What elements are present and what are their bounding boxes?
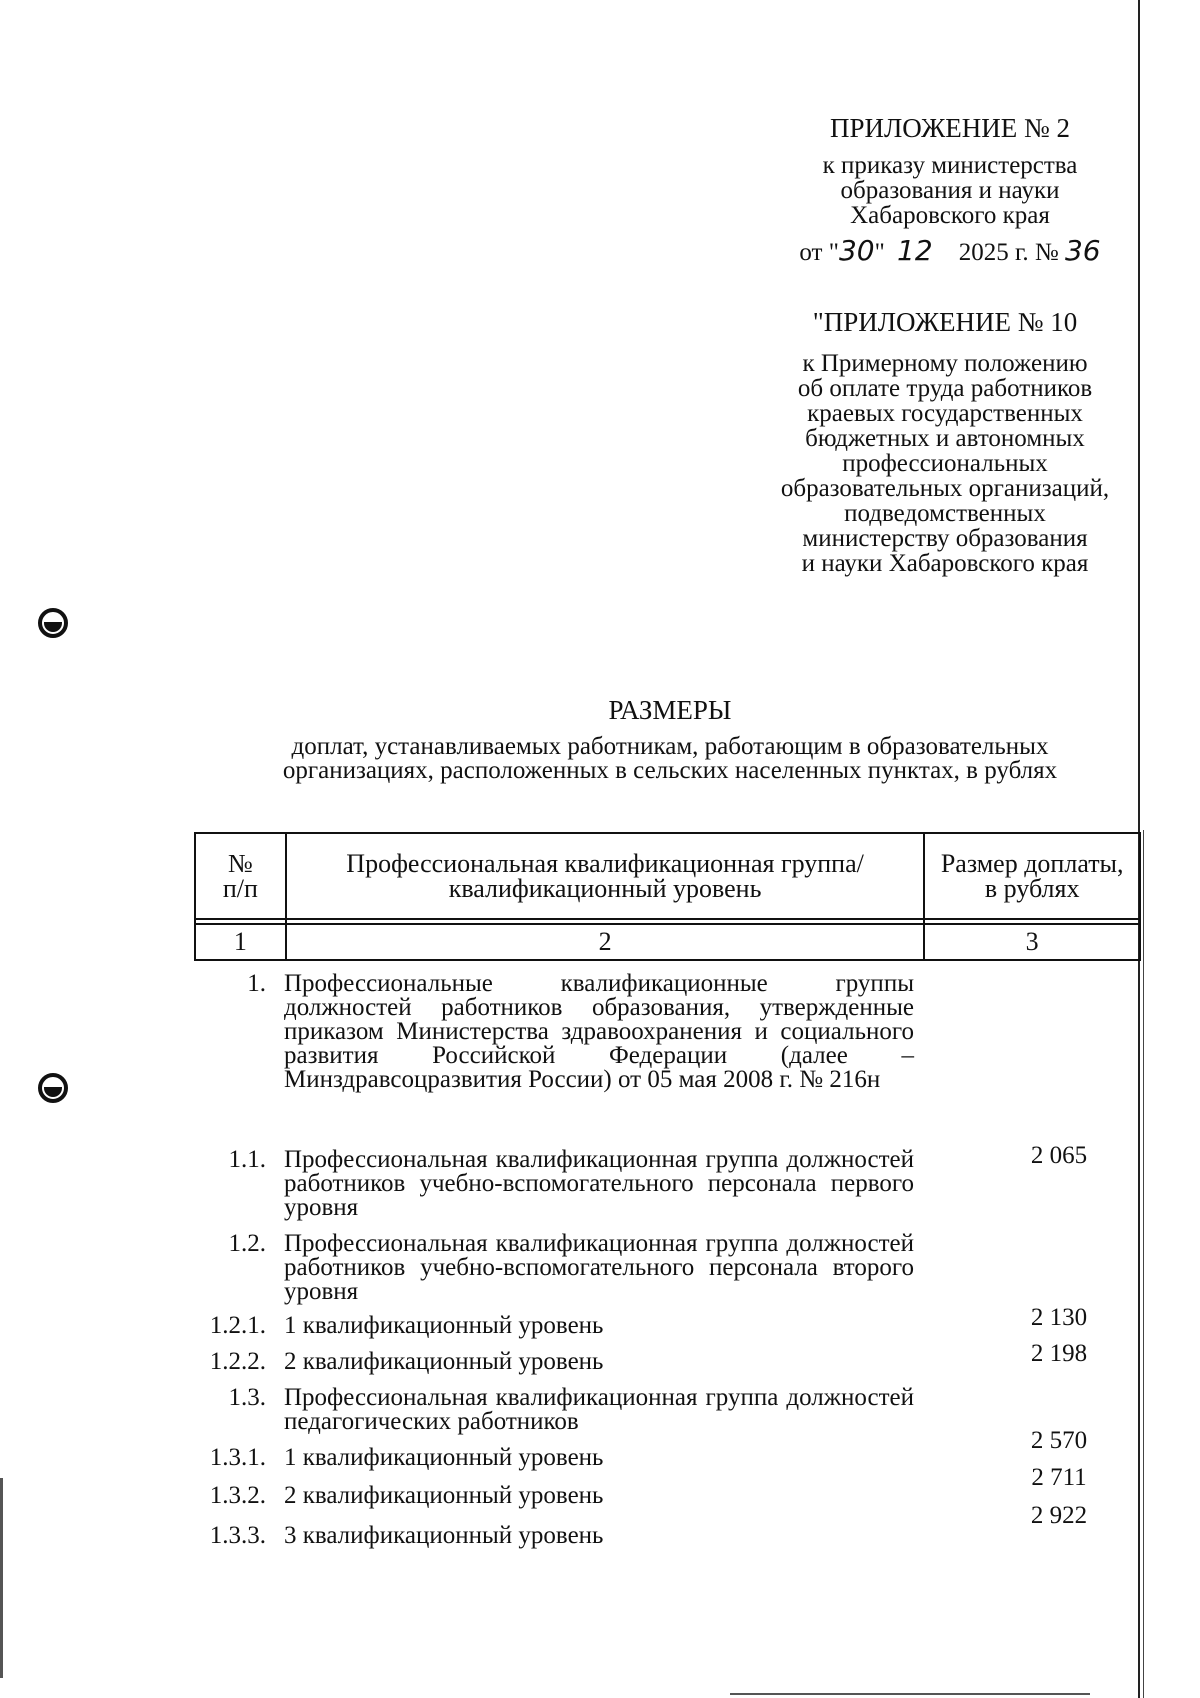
table-row [194,1427,1088,1484]
scan-border-line-inner [1143,830,1144,1698]
row-number: 1.2.1. [209,1312,266,1339]
scan-bottom-mark [730,1693,1090,1695]
row-number: 1.3.1. [209,1444,266,1471]
punch-hole-bottom [38,1073,68,1103]
date-prefix: от " [799,239,839,266]
sub-appendix-title: "ПРИЛОЖЕНИЕ № 10 [812,307,1078,337]
row-name: 2 квалификационный уровень [284,1348,604,1375]
column-number-1: 1 [195,924,286,960]
document-title: РАЗМЕРЫ [608,695,732,725]
document-subtitle [200,735,1140,783]
table-row [194,972,1074,1148]
column-header-number: № п/п [195,833,286,919]
row-name: Профессиональная квалификационная группа должностей педагогических работников [284,1384,914,1435]
row-value: 2 922 [1030,1502,1088,1529]
row-value: 2 570 [1030,1427,1088,1454]
row-value: 2 198 [1030,1340,1088,1367]
sub-appendix-line-2: об оплате труда работников [797,375,1093,402]
sub-appendix-line-9: и науки Хабаровского края [801,550,1089,577]
sub-appendix-line-1: к Примерному положению [802,350,1088,377]
row-number: 1. [247,970,266,997]
sub-appendix-line-8: министерству образования [802,525,1088,552]
order-date-line [770,234,1130,267]
sub-appendix-line-6: образовательных организаций, [780,475,1110,502]
table-row [194,1340,1088,1386]
date-year: 2025 г. № [958,239,1059,266]
table-row [194,1232,1074,1314]
appendix-line-1: к приказу министерства [822,152,1078,179]
row-name: 3 квалификационный уровень [284,1522,604,1549]
date-month-handwritten: 12 [897,234,933,267]
date-day-handwritten: 30 [838,234,875,267]
row-number: 1.3. [228,1384,266,1411]
table-header [194,832,1141,961]
row-name: Профессиональная квалификационная группа должностей работников учебно-вспомогательного персонала первого уровня [284,1146,914,1221]
row-value: 2 065 [1030,1142,1088,1169]
row-name: 2 квалификационный уровень [284,1482,604,1509]
subtitle-line-1: доплат, устанавливаемых работникам, работающим в образовательных [291,733,1049,760]
column-header-row [195,833,1140,919]
table-row [194,1502,1088,1564]
row-number: 1.2.2. [209,1348,266,1375]
row-number: 1.3.2. [209,1482,266,1509]
row-value: 2 711 [1031,1464,1087,1491]
row-name: Профессиональная квалификационная группа должностей работников учебно-вспомогательного персонала второго уровня [284,1230,914,1305]
appendix-line-3: Хабаровского края [850,202,1050,229]
row-number: 1.3.3. [209,1522,266,1549]
order-number-handwritten: 36 [1064,234,1101,267]
appendix-title: ПРИЛОЖЕНИЕ № 2 [829,113,1071,143]
table-row [194,1142,1088,1232]
table-row [194,1304,1088,1350]
table-body [194,970,1088,1564]
sub-appendix-line-3: краевых государственных [807,400,1083,427]
sub-appendix-line-5: профессиональных [842,450,1048,477]
appendix-line-2: образования и науки [840,177,1060,204]
column-header-amount: Размер доплаты, в рублях [924,833,1140,919]
row-value: 2 130 [1030,1304,1088,1331]
row-number: 1.1. [228,1146,266,1173]
row-name: 1 квалификационный уровень [284,1444,604,1471]
column-number-3: 3 [924,924,1140,960]
sub-appendix-line-4: бюджетных и автономных [805,425,1085,452]
subtitle-line-2: организациях, расположенных в сельских населенных пунктах, в рублях [282,757,1058,784]
table-row [194,1464,1087,1524]
column-header-group: Профессиональная квалификационная группа/ квалификационный уровень [286,833,925,919]
column-number-row [195,924,1140,960]
date-separator: " [874,239,892,266]
punch-hole-top [38,608,68,638]
sub-appendix-line-7: подведомственных [844,500,1046,527]
table-row [194,1386,1074,1446]
row-name: 1 квалификационный уровень [284,1312,604,1339]
scan-edge-mark [0,1478,3,1678]
row-name: Профессиональные квалификационные группы должностей работников образования, утвержденные приказом Министерства здравоохранения и социального развития Российской Федерации (далее – Минздравсоцразвития России) от 05 мая 2008 г. № 216н [284,970,914,1093]
column-number-2: 2 [286,924,925,960]
sub-appendix-header [745,307,1145,577]
appendix-header [770,113,1130,267]
row-number: 1.2. [228,1230,266,1257]
